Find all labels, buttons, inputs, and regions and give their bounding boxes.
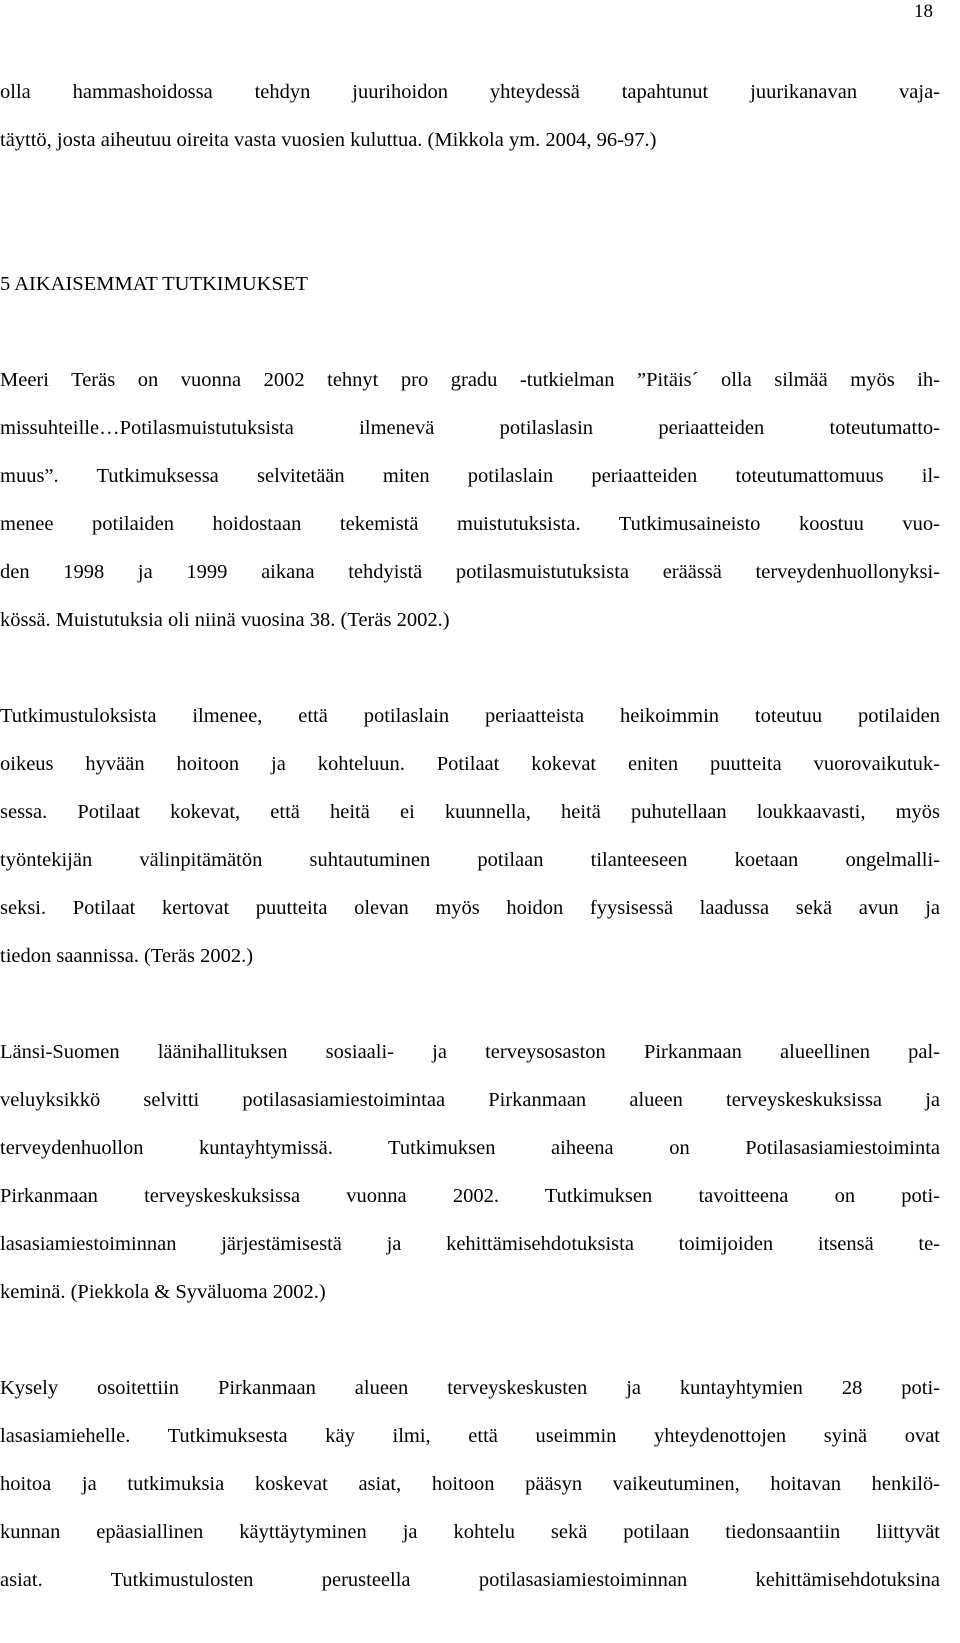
page-number: 18	[914, 1, 933, 22]
text-line: sessa. Potilaat kokevat, että heitä ei kuunnella, heitä puhutellaan loukkaavasti, myös	[0, 801, 940, 823]
spacer	[0, 980, 940, 1028]
text-line: täyttö, josta aiheutuu oireita vasta vuosien kuluttua. (Mikkola ym. 2004, 96-97.)	[0, 129, 657, 151]
paragraph-4	[0, 1364, 940, 1604]
text-line: oikeus hyvään hoitoon ja kohteluun. Potilaat kokevat eniten puutteita vuorovaikutuk-	[0, 753, 940, 775]
text-line: muus”. Tutkimuksessa selvitetään miten potilaslain periaatteiden toteutumattomuus il-	[0, 465, 940, 487]
text-line: asiat. Tutkimustulosten perusteella potilasasiamiestoiminnan kehittämisehdotuksina	[0, 1569, 940, 1591]
text-line: menee potilaiden hoidostaan tekemistä muistutuksista. Tutkimusaineisto koostuu vuo-	[0, 513, 940, 535]
intro-paragraph	[0, 68, 940, 164]
text-line: työntekijän välinpitämätön suhtautuminen potilaan tilanteeseen koetaan ongelmalli-	[0, 849, 940, 871]
text-line: hoitoa ja tutkimuksia koskevat asiat, hoitoon pääsyn vaikeutuminen, hoitavan henkilö-	[0, 1473, 940, 1495]
text-line: lasasiamiestoiminnan järjestämisestä ja kehittämisehdotuksista toimijoiden itsensä te-	[0, 1233, 940, 1255]
text-line: seksi. Potilaat kertovat puutteita olevan myös hoidon fyysisessä laadussa sekä avun ja	[0, 897, 940, 919]
section-heading: 5 AIKAISEMMAT TUTKIMUKSET	[0, 273, 308, 295]
text-line: terveydenhuollon kuntayhtymissä. Tutkimuksen aiheena on Potilasasiamiestoiminta	[0, 1137, 940, 1159]
spacer	[0, 212, 940, 260]
text-line: kössä. Muistutuksia oli niinä vuosina 38. (Teräs 2002.)	[0, 609, 450, 631]
spacer	[0, 164, 940, 212]
text-line: veluyksikkö selvitti potilasasiamiestoimintaa Pirkanmaan alueen terveyskeskuksissa ja	[0, 1089, 940, 1111]
paragraph-2	[0, 692, 940, 980]
text-line: lasasiamiehelle. Tutkimuksesta käy ilmi, että useimmin yhteydenottojen syinä ovat	[0, 1425, 940, 1447]
paragraph-3	[0, 1028, 940, 1316]
spacer	[0, 644, 940, 692]
document-body	[0, 68, 940, 1604]
spacer	[0, 1316, 940, 1364]
text-line: tiedon saannissa. (Teräs 2002.)	[0, 945, 254, 967]
text-line: Kysely osoitettiin Pirkanmaan alueen terveyskeskusten ja kuntayhtymien 28 poti-	[0, 1377, 940, 1399]
paragraph-1	[0, 356, 940, 644]
text-line: keminä. (Piekkola & Syväluoma 2002.)	[0, 1281, 326, 1303]
text-line: Pirkanmaan terveyskeskuksissa vuonna 2002. Tutkimuksen tavoitteena on poti-	[0, 1185, 940, 1207]
spacer	[0, 308, 940, 356]
text-line: Tutkimustuloksista ilmenee, että potilaslain periaatteista heikoimmin toteutuu potilaiden	[0, 705, 940, 727]
text-line: kunnan epäasiallinen käyttäytyminen ja kohtelu sekä potilaan tiedonsaantiin liittyvät	[0, 1521, 940, 1543]
text-line: Meeri Teräs on vuonna 2002 tehnyt pro gradu -tutkielman ”Pitäis´ olla silmää myös ih-	[0, 369, 940, 391]
text-line: olla hammashoidossa tehdyn juurihoidon yhteydessä tapahtunut juurikanavan vaja-	[0, 81, 940, 103]
text-line: Länsi-Suomen läänihallituksen sosiaali- ja terveysosaston Pirkanmaan alueellinen pal-	[0, 1041, 940, 1063]
text-line: missuhteille…Potilasmuistutuksista ilmenevä potilaslasin periaatteiden toteutumatto-	[0, 417, 940, 439]
text-line: den 1998 ja 1999 aikana tehdyistä potilasmuistutuksista eräässä terveydenhuollonyksi-	[0, 561, 940, 583]
